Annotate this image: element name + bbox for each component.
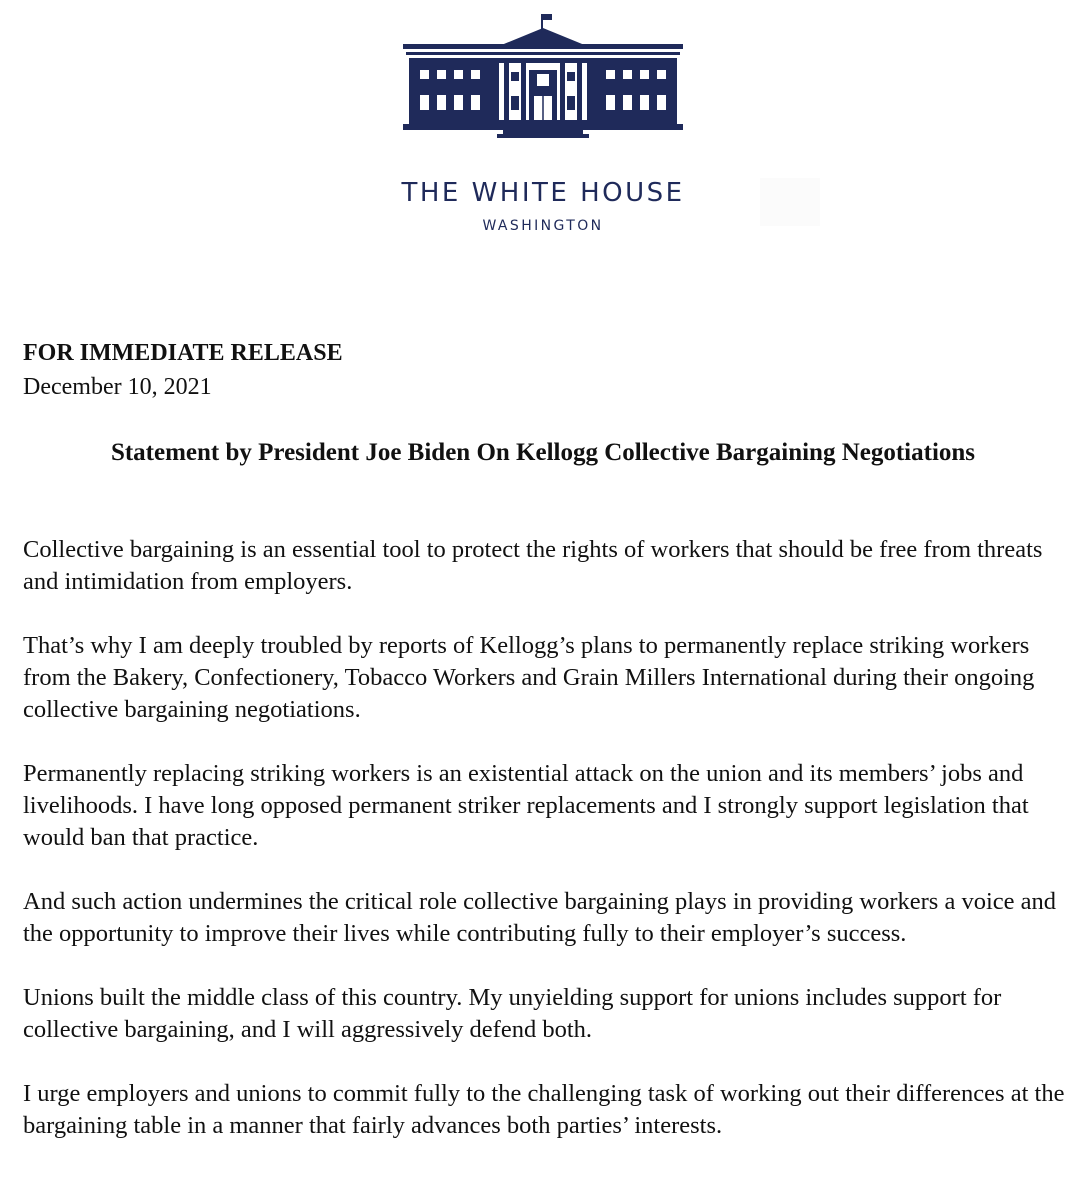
- white-house-seal-icon: [403, 12, 683, 144]
- statement-body: [23, 534, 1073, 1174]
- faint-watermark: [760, 178, 820, 226]
- body-paragraph: Unions built the middle class of this country. My unyielding support for unions includes support for collective bargaining, and I will aggressively defend both.: [23, 984, 1002, 1043]
- body-paragraph: And such action undermines the critical role collective bargaining plays in providing workers a voice and the opportunity to improve their lives while contributing fully to their employer’s success.: [23, 888, 1056, 947]
- organization-city: WASHINGTON: [482, 218, 604, 234]
- release-label: FOR IMMEDIATE RELEASE: [23, 340, 343, 366]
- statement-headline: Statement by President Joe Biden On Kellogg Collective Bargaining Negotiations: [110, 439, 976, 466]
- organization-name: THE WHITE HOUSE: [401, 178, 685, 208]
- body-paragraph: That’s why I am deeply troubled by reports of Kellogg’s plans to permanently replace striking workers from the Bakery, Confectionery, Tobacco Workers and Grain Millers International during their ongoing collective bargaining negotiations.: [23, 632, 1035, 723]
- body-paragraph: Collective bargaining is an essential tool to protect the rights of workers that should be free from threats and intimidation from employers.: [23, 536, 1043, 595]
- release-date: December 10, 2021: [23, 374, 212, 400]
- body-paragraph: Permanently replacing striking workers is an existential attack on the union and its members’ jobs and livelihoods. I have long opposed permanent striker replacements and I strongly support legislation that would ban that practice.: [23, 760, 1029, 851]
- body-paragraph: I urge employers and unions to commit fully to the challenging task of working out their differences at the bargaining table in a manner that fairly advances both parties’ interests.: [23, 1080, 1065, 1139]
